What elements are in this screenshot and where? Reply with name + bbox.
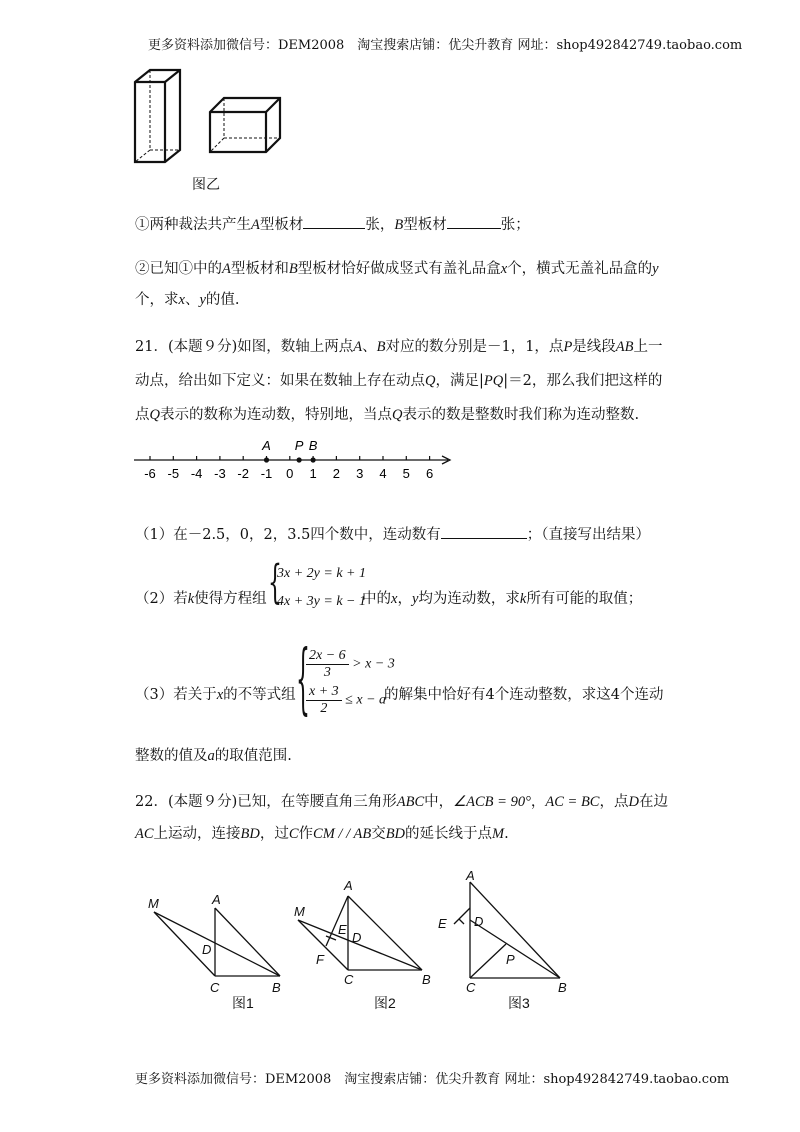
point-label-b: B [308,438,318,453]
fig1-label-c: C [210,980,220,995]
brace-icon: { [268,557,282,611]
fig3-label-e: E [438,916,447,931]
tick-label: -2 [237,466,249,481]
fig2-label-d: D [352,930,362,945]
fig2-label-e: E [338,922,347,937]
figure-1-diagram [154,908,280,976]
fig1-label-d: D [202,942,212,957]
tick-label: -5 [167,466,180,481]
fig2-label-a: A [344,878,353,893]
q21-part1: （1）在－2.5，0，2，3.5四个数中，连动数有 ；（直接写出结果） [135,520,675,551]
tick-label: 5 [402,466,410,481]
tall-box-icon [135,70,180,162]
tick-label: -3 [214,466,226,481]
point-b [311,457,316,462]
fig1-caption: 图1 [232,995,254,1011]
tick-label: 4 [379,466,387,481]
fig3-label-c: C [466,980,476,995]
tick-label: 0 [286,466,294,481]
q21-part3-suffix: 的解集中恰好有4个连动整数，求这4个连动 [384,687,664,703]
fig2-label-f: F [316,952,324,967]
fig1-label-a: A [212,892,221,907]
q21-part2-suffix: 中的x，y均为连动数，求k所有可能的取值； [362,591,643,607]
tick-label: 2 [332,466,341,481]
figure-yi-caption: 图乙 [192,176,220,192]
fig3-label-b: B [558,980,567,995]
wide-box-icon [210,98,280,152]
answer-blank-a[interactable] [303,214,365,229]
fig2-label-c: C [344,972,354,987]
tick-label: 6 [425,466,434,481]
answer-blank-part1[interactable] [441,524,527,539]
q21-intro: 21．(本题９分)如图，数轴上两点A、B对应的数分别是－1，1，点P是线段AB上一动点，给出如下定义：如果在数轴上存在动点Q，满足|PQ|＝2，那么我们把这样的点Q表示的数称为连动数，特别地，当点Q表示的数是整数时我们称为连动整数. [135,339,663,423]
point-p [297,457,302,462]
q22-statement: 22．(本题９分)已知，在等腰直角三角形ABC中，∠ACB = 90°，AC = BC，点D在边AC上运动，连接BD，过C作CM / / AB交BD的延长线于点M. [135,794,668,842]
point-label-p: P [294,438,304,453]
number-line [130,436,460,484]
fig2-label-m: M [294,904,305,919]
q21-part3-prefix: （3）若关于x的不等式组 [135,687,296,703]
item-1: ①两种裁法共产生A型板材 张，B型板材 张； [135,210,675,241]
point-label-a: A [262,438,271,453]
fig3-label-d: D [474,914,484,929]
q21-part2-prefix: （2）若k使得方程组 [135,591,267,607]
inequality-1: $\frac{2x - 6}{3}$ > x − 3 [306,648,395,681]
fig1-label-b: B [272,980,281,995]
brace-icon: { [296,638,310,726]
answer-blank-b[interactable] [447,214,501,229]
figure-yi-boxes [130,68,290,168]
fig3-label-p: P [506,952,515,967]
fig2-label-b: B [422,972,431,987]
tick-label: -4 [190,466,203,481]
tick-label: -1 [260,466,273,481]
page-footer: 更多资料添加微信号：DEM2008 淘宝搜索店铺：优尖升教育 网址：shop492842749.taobao.com [135,1072,730,1087]
q21-part3-end: 整数的值及a的取值范围. [135,748,292,764]
tick-label: -6 [144,466,156,481]
fig2-caption: 图2 [374,995,396,1011]
inequality-2: $\frac{x + 3}{2}$ ≤ x − a [306,684,386,717]
equation-2: 4x + 3y = k − 1 [277,594,366,609]
tick-label: 1 [309,466,317,481]
fig3-label-a: A [466,868,475,883]
tick-label: 3 [356,466,364,481]
item-2: ②已知①中的A型板材和B型板材恰好做成竖式有盖礼品盒x个，横式无盖礼品盒的y 个，求x、y的值. [135,261,659,308]
q22-figures [140,868,580,1023]
page-header: 更多资料添加微信号：DEM2008 淘宝搜索店铺：优尖升教育 网址：shop492842749.taobao.com [148,38,743,53]
fig1-label-m: M [148,896,159,911]
point-a [264,457,269,462]
equation-1: 3x + 2y = k + 1 [277,566,366,581]
fig3-caption: 图3 [508,995,530,1011]
